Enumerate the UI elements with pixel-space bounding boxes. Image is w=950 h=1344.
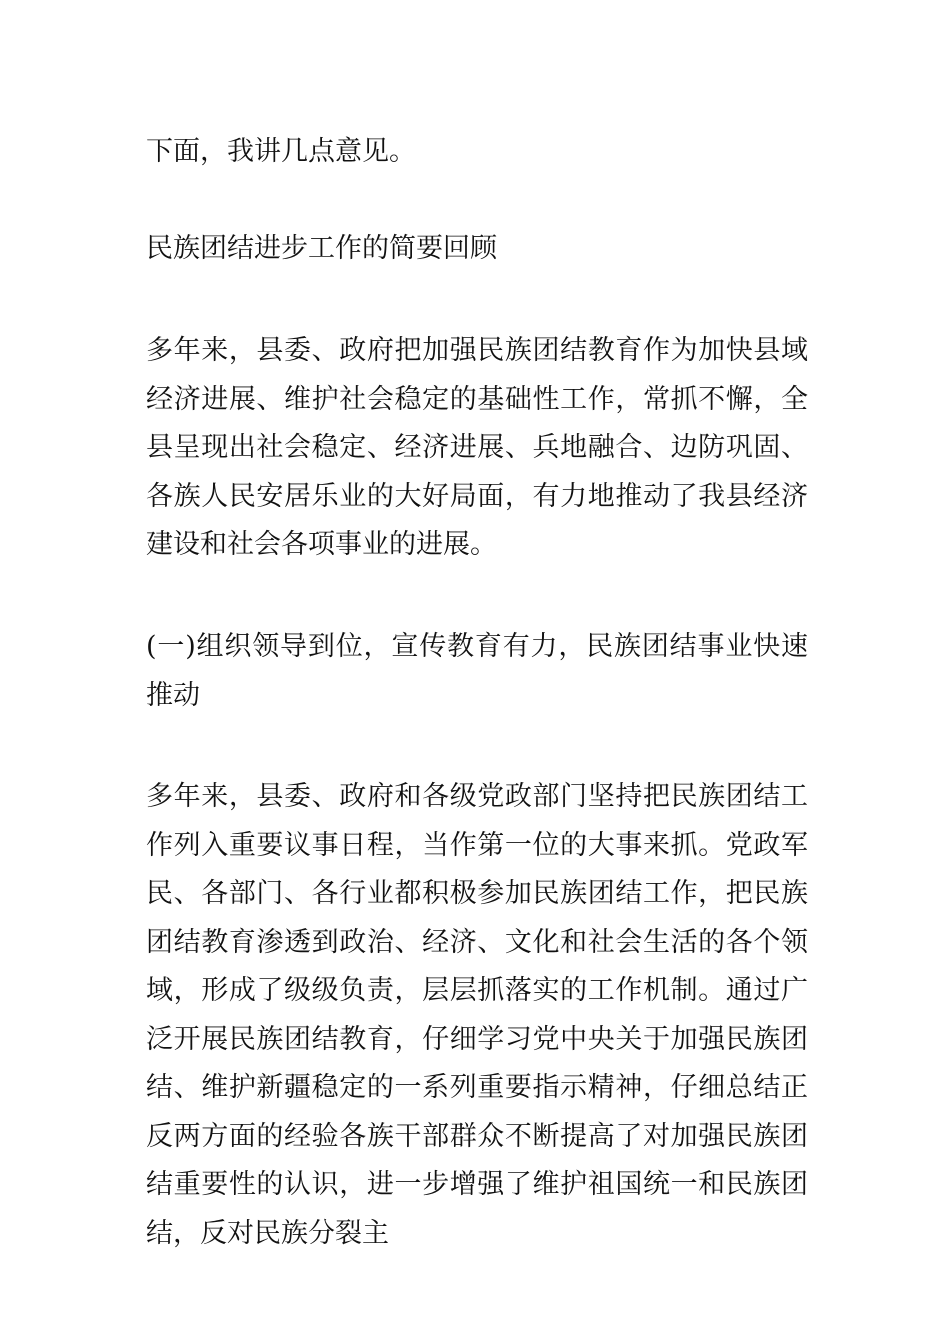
subsection-heading: (一)组织领导到位，宣传教育有力，民族团结事业快速推动 <box>146 631 808 711</box>
intro-paragraph: 下面，我讲几点意见。 <box>146 136 416 167</box>
review-paragraph: 多年来，县委、政府把加强民族团结教育作为加快县域经济进展、维护社会稳定的基础性工作，常抓不懈，全县呈现出社会稳定、经济进展、兵地融合、边防巩固、各族人民安居乐业的大好局面，有力地推动了我县经济建设和社会各项事业的进展。 <box>146 335 808 560</box>
body-paragraph: 多年来，县委、政府和各级党政部门坚持把民族团结工作列入重要议事日程，当作第一位的大事来抓。党政军民、各部门、各行业都积极参加民族团结工作，把民族团结教育渗透到政治、经济、文化和社会生活的各个领域，形成了级级负责，层层抓落实的工作机制。通过广泛开展民族团结教育，仔细学习党中央关于加强民族团结、维护新疆稳定的一系列重要指示精神，仔细总结正反两方面的经验各族干部群众不断提高了对加强民族团结重要性的认识，进一步增强了维护祖国统一和民族团结，反对民族分裂主 <box>146 781 808 1249</box>
section-heading: 民族团结进步工作的简要回顾 <box>146 233 497 264</box>
